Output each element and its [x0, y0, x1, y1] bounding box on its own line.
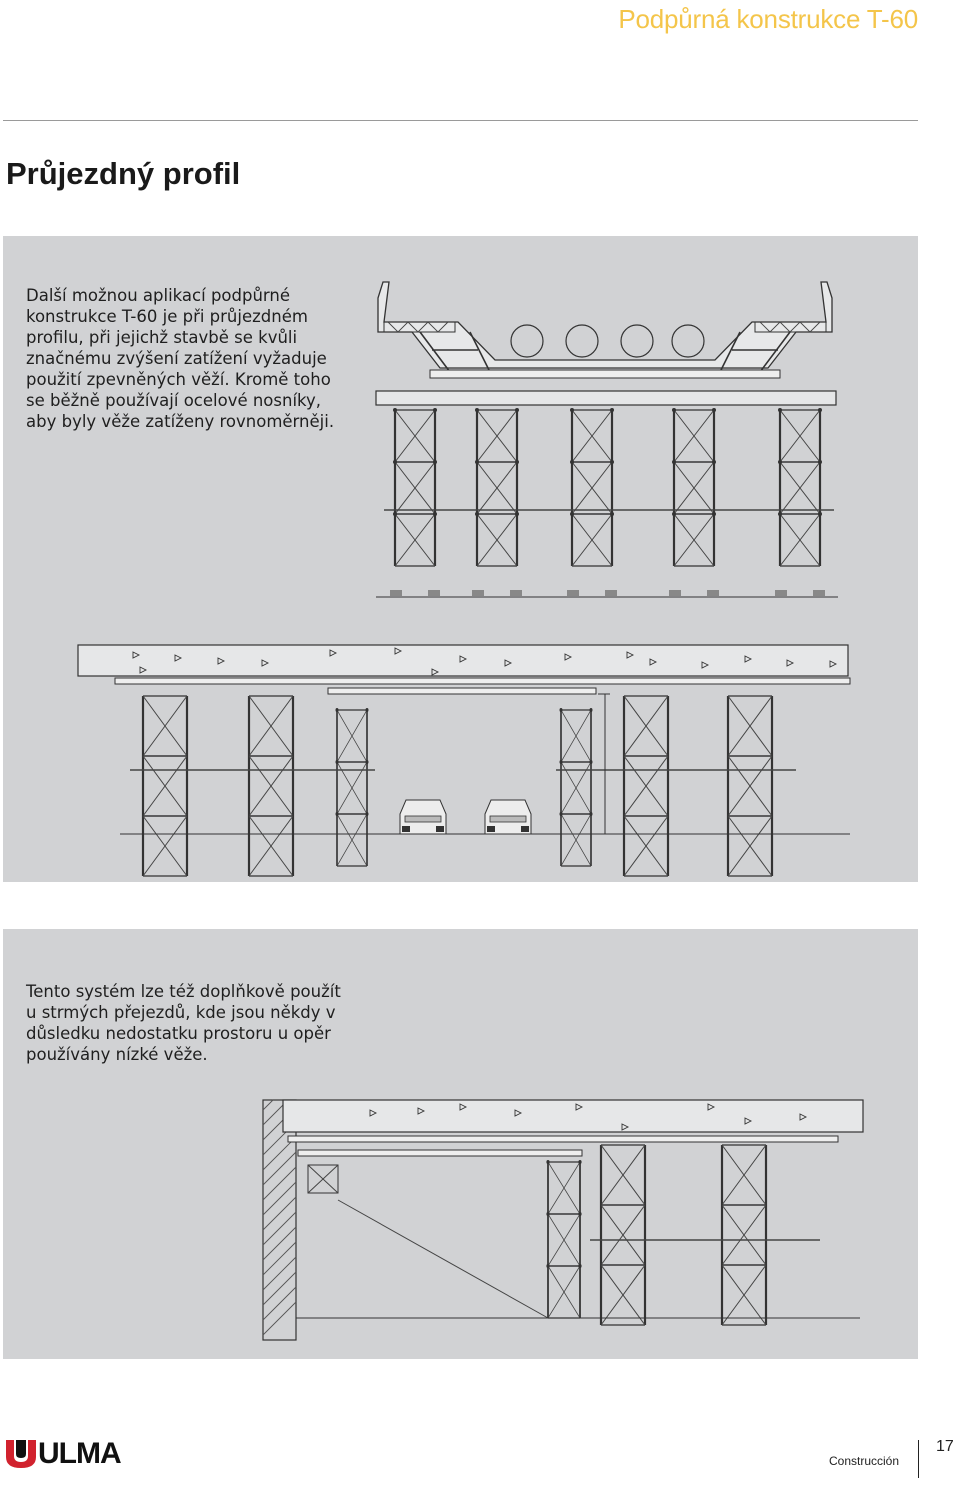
section-title: Podpůrná konstrukce T-60 — [618, 4, 918, 34]
page-title: Průjezdný profil — [6, 156, 241, 191]
bridge-deck-drawing — [376, 282, 838, 597]
traffic-opening-drawing — [78, 645, 850, 876]
steep-overpass-drawing — [263, 1100, 863, 1340]
panel-2-text: Tento systém lze též doplňkově použít u strmých přejezdů, kde jsou někdy v důsledku nedostatku prostoru u opěr používány nízké věže. — [26, 982, 341, 1064]
panel-1-text: Další možnou aplikací podpůrné konstrukce T-60 je při průjezdném profilu, při jejichž stavbě se kvůli značnému zvýšení zatížení vyžaduje použití zpevněných věží. Kromě toho se běžně používají ocelové nosníky, aby byly věže zatíženy rovnoměrněji. — [26, 286, 335, 431]
ulma-logo-icon — [4, 1436, 38, 1470]
footer-brand: Construcción — [829, 1454, 900, 1468]
car-icon — [400, 800, 446, 834]
logo-wordmark: ULMA — [38, 1437, 121, 1470]
page-number: 17 — [936, 1438, 954, 1455]
car-icon — [485, 800, 531, 834]
footer-divider — [918, 1440, 919, 1478]
